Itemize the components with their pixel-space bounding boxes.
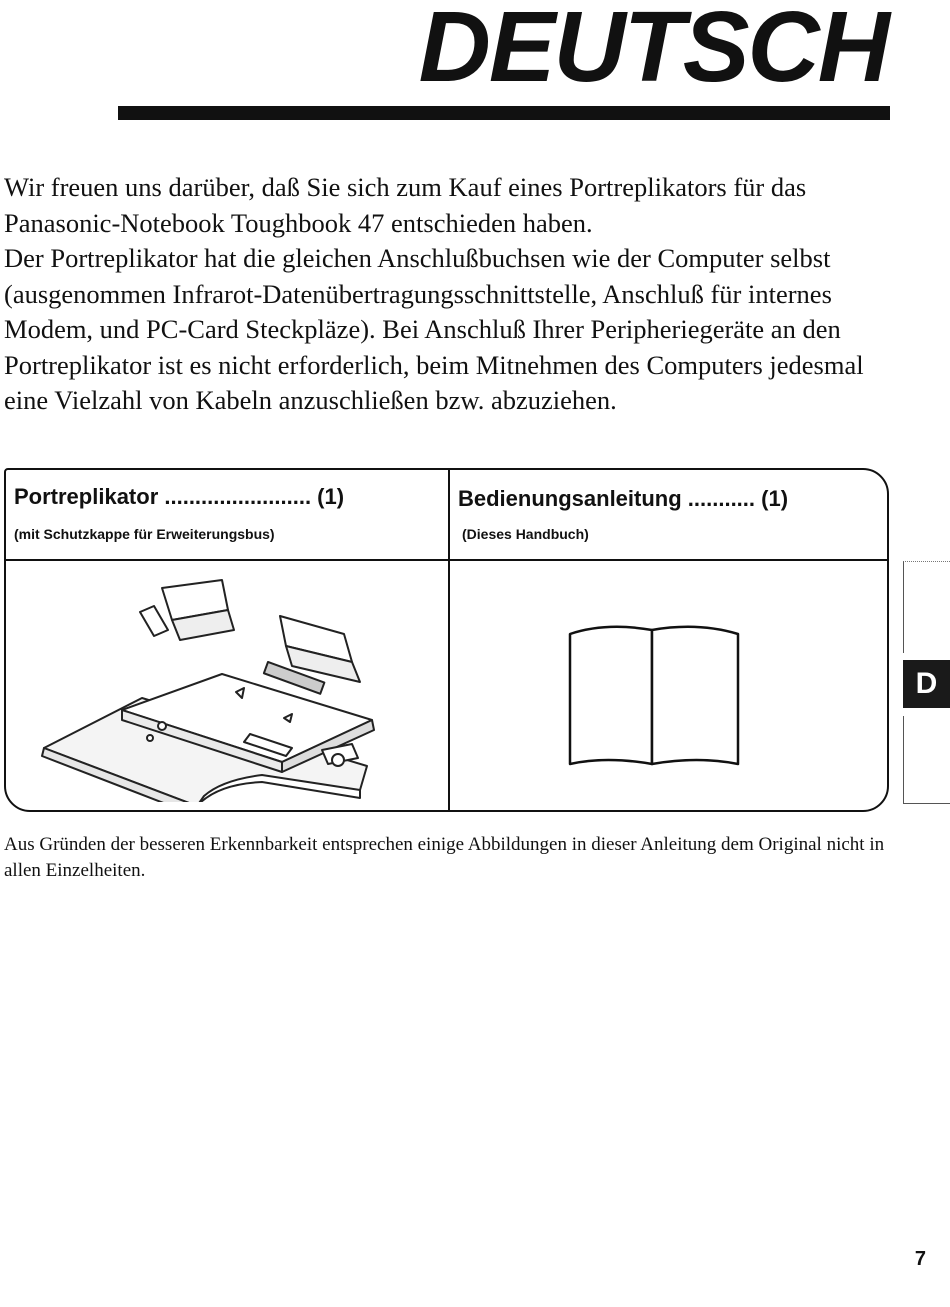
item-manual-subtitle: (Dieses Handbuch) [462, 526, 589, 542]
intro-paragraph-1: Wir freuen uns darüber, daß Sie sich zum Kauf eines Portreplikators für das Panasonic-Notebook Toughbook 47 entschieden haben. [4, 172, 807, 238]
contents-table [4, 468, 889, 812]
heading-rule [118, 106, 890, 120]
manual-book-illustration [566, 620, 746, 770]
page-number: 7 [914, 1248, 926, 1270]
language-tab-d: D [903, 660, 950, 708]
intro-text [4, 170, 896, 419]
row-divider [6, 559, 887, 561]
intro-paragraph-2: Der Portreplikator hat die gleichen Anschlußbuchsen wie der Computer selbst (ausgenommen Infrarot-Datenübertragungsschnittstelle, Anschluß für internes Modem, und PC-Card Steckpläze). Bei Anschluß Ihrer Peripheriegeräte an den Portreplikator ist es nicht erforderlich, beim Mitnehmen des Computers jedesmal eine Vielzahl von Kabeln anzuschließen bzw. abzuziehen. [4, 243, 864, 415]
side-index-upper [903, 561, 950, 653]
column-divider [448, 470, 450, 810]
item-port-replicator-title: Portreplikator ........................ (1) [14, 484, 345, 509]
item-port-replicator-subtitle: (mit Schutzkappe für Erweiterungsbus) [14, 526, 275, 542]
page-heading: DEUTSCH [418, 0, 888, 103]
item-manual-title: Bedienungsanleitung ........... (1) [458, 486, 789, 511]
side-index-lower [903, 716, 950, 804]
port-replicator-illustration [22, 570, 442, 802]
illustration-note: Aus Gründen der besseren Erkennbarkeit entsprechen einige Abbildungen in dieser Anleitung dem Original nicht in allen Einzelheiten. [4, 834, 885, 881]
